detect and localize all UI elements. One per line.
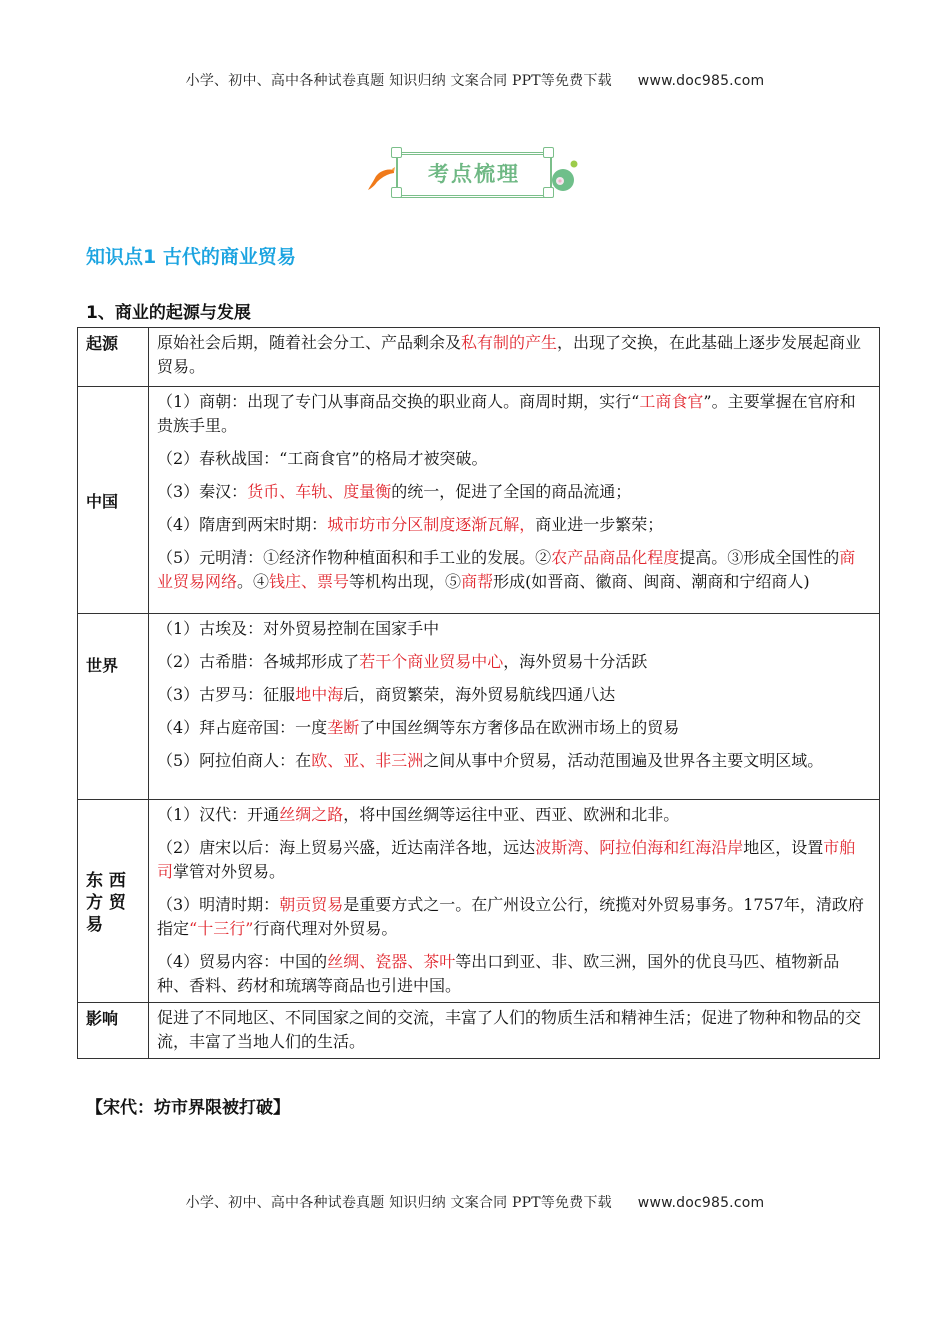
text-span: 形成(如晋商、徽商、闽商、潮商和宁绍商人)	[493, 572, 810, 591]
highlight-text: 货币、车轨、度量衡	[247, 482, 392, 501]
text-span: （1）商朝：出现了专门从事商品交换的职业商人。商周时期，实行“	[157, 392, 640, 411]
text-span: 掌管对外贸易。	[173, 862, 286, 881]
text-span: ，出现了交换，在此基础上逐步发展起商业贸易。	[157, 333, 862, 376]
label-line: 方 贸	[86, 893, 126, 913]
header-text: 小学、初中、高中各种试卷真题 知识归纳 文案合同 PPT等免费下载	[185, 73, 612, 89]
table-row-origin	[78, 328, 880, 387]
highlight-text: 商业贸易网络	[157, 548, 856, 591]
list-item	[157, 617, 871, 641]
header-url: www.doc985.com	[637, 73, 765, 89]
knowledge-table	[77, 327, 880, 1059]
highlight-text: 丝绸、瓷器、茶叶	[327, 952, 456, 971]
row-label	[78, 800, 149, 1003]
label-line: 东 西	[86, 871, 126, 891]
text-span: 原始社会后期，随着社会分工、产品剩余及	[157, 333, 462, 352]
text-span: 提高。③形成全国性的	[679, 548, 840, 567]
list-item	[157, 716, 871, 740]
list-item	[157, 1006, 871, 1054]
text-span: （5）元明清：①经济作物种植面积和手工业的发展。②	[157, 548, 552, 567]
highlight-text: 丝绸之路	[279, 805, 344, 824]
row-content	[149, 387, 880, 614]
list-item	[157, 683, 871, 707]
text-span: （4）隋唐到两宋时期：	[157, 515, 328, 534]
text-span: 是重要方式之一。在广州设立公行，统揽对外贸易事务。1757年，清政府指定	[157, 895, 864, 938]
page-footer	[0, 1192, 950, 1212]
knowledge-point-title: 知识点1 古代的商业贸易	[86, 246, 296, 268]
text-span: ”。主要掌握在官府和贵族手里。	[157, 392, 856, 435]
text-span: 地区，设置	[743, 838, 824, 857]
list-item	[157, 480, 871, 504]
row-label: 世界	[78, 614, 149, 800]
text-span: 行商代理对外贸易。	[253, 919, 398, 938]
highlight-text: 城市坊市分区制度逐渐瓦解，	[327, 515, 536, 534]
text-span: （4）贸易内容：中国的	[157, 952, 328, 971]
text-span: （2）唐宋以后：海上贸易兴盛，近达南洋各地，远达	[157, 838, 536, 857]
text-span: （2）古希腊：各城邦形成了	[157, 652, 360, 671]
highlight-text: 地中海	[295, 685, 344, 704]
row-content	[149, 614, 880, 800]
text-span: 。④	[237, 572, 270, 591]
row-content	[149, 1003, 880, 1059]
highlight-text: 商帮	[461, 572, 494, 591]
text-span: （4）拜占庭帝国：一度	[157, 718, 328, 737]
text-span: 之间从事中介贸易，活动范围遍及世界各主要文明区域。	[423, 751, 824, 770]
highlight-text: 欧、亚、非三洲	[311, 751, 424, 770]
list-item	[157, 893, 871, 941]
text-span: （2）春秋战国：“工商食官”的格局才被突破。	[157, 449, 488, 468]
list-item	[157, 650, 871, 674]
footer-url: www.doc985.com	[637, 1195, 765, 1211]
note-heading: 【宋代：坊市界限被打破】	[86, 1098, 290, 1118]
list-item	[157, 513, 871, 537]
table-row-china	[78, 387, 880, 614]
section-banner	[360, 146, 590, 206]
frame-corner	[391, 187, 402, 198]
text-span: （5）阿拉伯商人：在	[157, 751, 312, 770]
highlight-text: 私有制的产生	[461, 333, 558, 352]
highlight-text: “十三行”	[189, 919, 254, 938]
text-span: 了中国丝绸等东方奢侈品在欧洲市场上的贸易	[359, 718, 680, 737]
text-span: 的统一，促进了全国的商品流通；	[391, 482, 632, 501]
list-item	[157, 803, 871, 827]
highlight-text: 市舶司	[157, 838, 856, 881]
row-label: 中国	[78, 387, 149, 614]
highlight-text: 工商食官	[639, 392, 704, 411]
highlight-text: 钱庄、票号	[269, 572, 350, 591]
list-item	[157, 950, 871, 998]
text-span: ，将中国丝绸等运往中亚、西亚、欧洲和北非。	[343, 805, 680, 824]
section-title: 1、商业的起源与发展	[86, 303, 251, 323]
text-span: （3）秦汉：	[157, 482, 248, 501]
text-span: ，海外贸易十分活跃	[503, 652, 648, 671]
list-item	[157, 836, 871, 884]
highlight-text: 波斯湾、阿拉伯海和红海沿岸	[535, 838, 744, 857]
text-span: （3）古罗马：征服	[157, 685, 296, 704]
table-row-world	[78, 614, 880, 800]
text-span: （1）汉代：开通	[157, 805, 280, 824]
highlight-text: 垄断	[327, 718, 360, 737]
row-label: 起源	[78, 328, 149, 387]
text-span: （3）明清时期：	[157, 895, 280, 914]
footer-text: 小学、初中、高中各种试卷真题 知识归纳 文案合同 PPT等免费下载	[185, 1195, 612, 1211]
list-item	[157, 546, 871, 594]
list-item	[157, 749, 871, 773]
text-span: 促进了不同地区、不同国家之间的交流，丰富了人们的物质生活和精神生活；促进了物种和物品的交流，丰富了当地人们的生活。	[157, 1008, 862, 1051]
highlight-text: 朝贡贸易	[279, 895, 344, 914]
text-span: 等出口到亚、非、欧三洲，国外的优良马匹、植物新品种、香料、药材和琉璃等商品也引进中国。	[157, 952, 840, 995]
list-item	[157, 447, 871, 471]
text-span: （1）古埃及：对外贸易控制在国家手中	[157, 619, 440, 638]
banner-title: 考点梳理	[428, 162, 520, 186]
highlight-text: 若干个商业贸易中心	[359, 652, 504, 671]
row-content	[149, 800, 880, 1003]
list-item	[157, 331, 871, 379]
page-header	[0, 70, 950, 90]
text-span: 等机构出现，⑤	[349, 572, 462, 591]
row-content	[149, 328, 880, 387]
list-item	[157, 390, 871, 438]
table-row-east-west-trade	[78, 800, 880, 1003]
frame-corner	[391, 147, 402, 158]
table-row-impact	[78, 1003, 880, 1059]
label-line: 易	[86, 915, 103, 935]
text-span: 商业进一步繁荣；	[535, 515, 664, 534]
row-label: 影响	[78, 1003, 149, 1059]
lotus-flower-icon	[548, 156, 580, 196]
highlight-text: 农产品商品化程度	[551, 548, 680, 567]
text-span: 后，商贸繁荣，海外贸易航线四通八达	[343, 685, 616, 704]
